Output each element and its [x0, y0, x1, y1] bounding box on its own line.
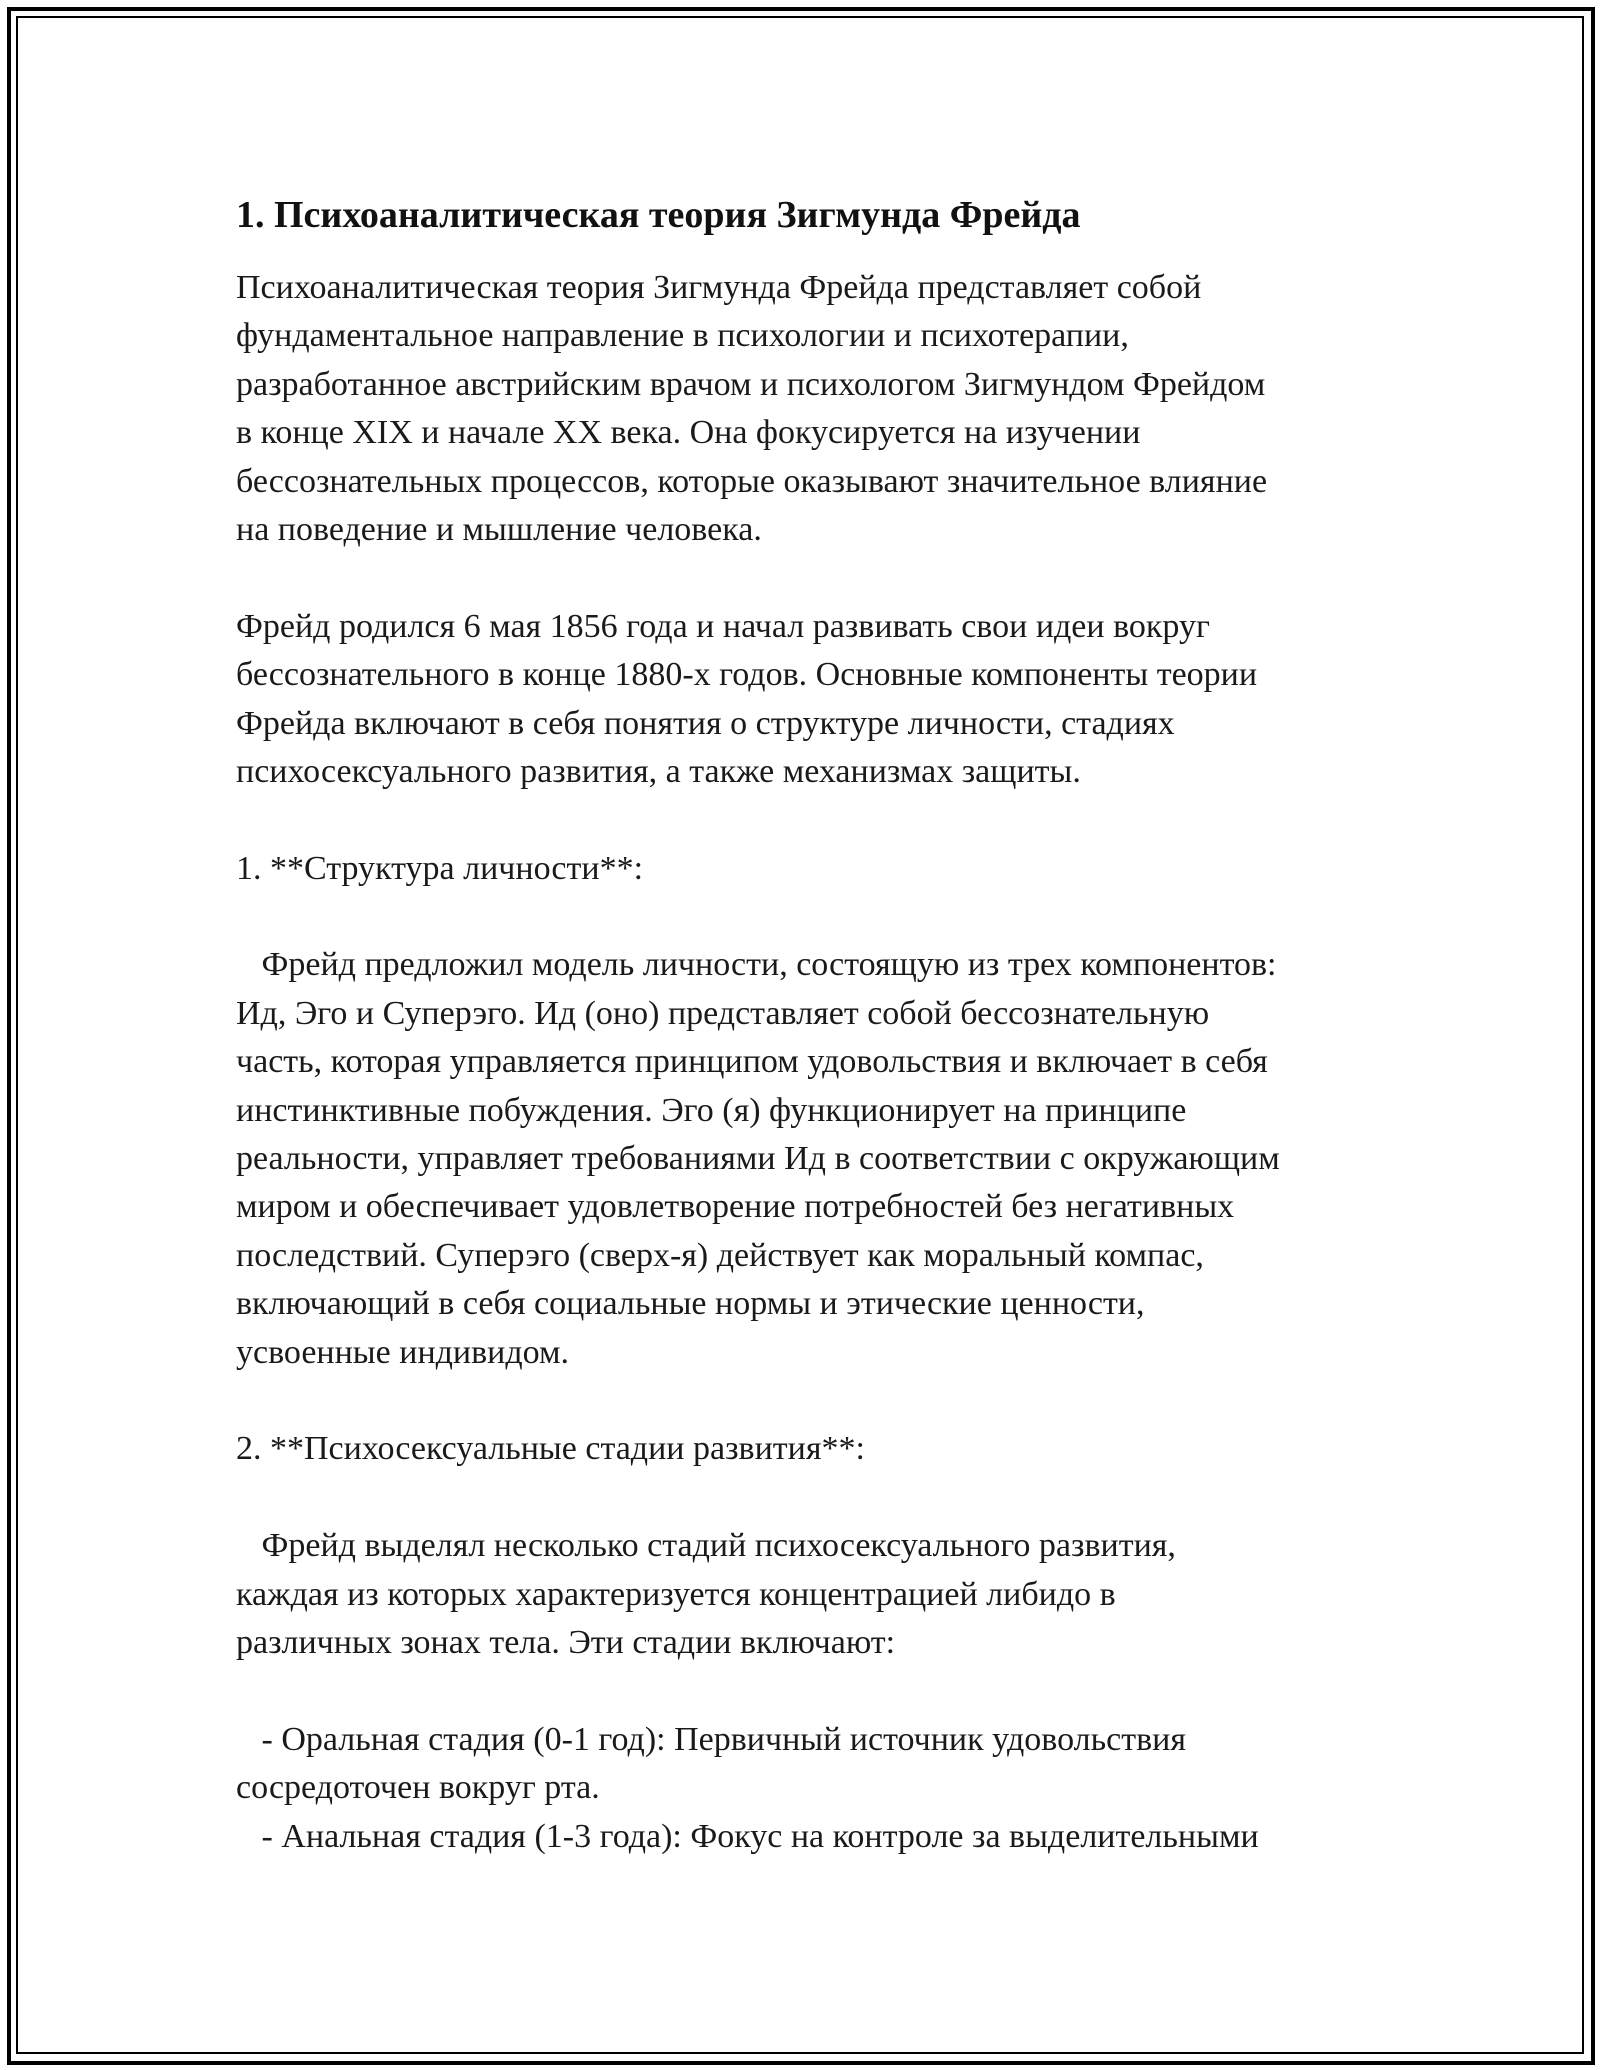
text-line: психосексуального развития, а также механизмах защиты. [236, 752, 1081, 790]
text-line: бессознательного в конце 1880-х годов. Основные компоненты теории [236, 656, 1258, 694]
text-line: часть, которая управляется принципом удовольствия и включает в себя [236, 1043, 1268, 1081]
text-line [236, 1377, 1386, 1425]
text-line: Фрейд выделял несколько стадий психосексуального развития, [236, 1527, 1176, 1565]
text-line: в конце XIX и начале XX века. Она фокусируется на изучении [236, 414, 1141, 452]
document-body [236, 180, 1386, 1861]
text-line [236, 1474, 1386, 1522]
text-line [236, 796, 1386, 844]
text-line: - Анальная стадия (1-3 года): Фокус на контроле за выделительными [236, 1817, 1259, 1855]
text-line [236, 1667, 1386, 1715]
text-line: каждая из которых характеризуется концентрацией либидо в [236, 1575, 1116, 1613]
text-line: сосредоточен вокруг рта. [236, 1769, 600, 1807]
text-line: 2. **Психосексуальные стадии развития**: [236, 1430, 865, 1468]
text-line: Фрейд предложил модель личности, состоящую из трех компонентов: [236, 946, 1277, 984]
text-line: миром и обеспечивает удовлетворение потребностей без негативных [236, 1188, 1235, 1226]
text-line [236, 554, 1386, 602]
text-line: усвоенные индивидом. [236, 1333, 570, 1371]
text-line: 1. **Структура личности**: [236, 849, 644, 887]
text-line: Ид, Эго и Суперэго. Ид (оно) представляет собой бессознательную [236, 994, 1210, 1032]
text-line [236, 893, 1386, 941]
text-line: фундаментальное направление в психологии и психотерапии, [236, 317, 1129, 355]
text-line: реальности, управляет требованиями Ид в соответствии с окружающим [236, 1140, 1280, 1178]
document-text [236, 264, 1386, 1861]
text-line: бессознательных процессов, которые оказывают значительное влияние [236, 462, 1268, 500]
text-line: включающий в себя социальные нормы и этические ценности, [236, 1285, 1145, 1323]
text-line: Фрейд родился 6 мая 1856 года и начал развивать свои идеи вокруг [236, 607, 1210, 645]
text-line: разработанное австрийским врачом и психологом Зигмундом Фрейдом [236, 365, 1266, 403]
text-line: последствий. Суперэго (сверх-я) действует как моральный компас, [236, 1236, 1204, 1274]
text-line: Психоаналитическая теория Зигмунда Фрейда представляет собой [236, 269, 1202, 306]
text-line: инстинктивные побуждения. Эго (я) функционирует на принципе [236, 1091, 1187, 1129]
text-line: Фрейда включают в себя понятия о структуре личности, стадиях [236, 704, 1175, 742]
document-title: 1. Психоаналитическая теория Зигмунда Фрейда [236, 194, 1081, 236]
text-line: различных зонах тела. Эти стадии включают: [236, 1623, 896, 1661]
text-line: - Оральная стадия (0-1 год): Первичный источник удовольствия [236, 1720, 1186, 1758]
text-line: на поведение и мышление человека. [236, 510, 762, 548]
